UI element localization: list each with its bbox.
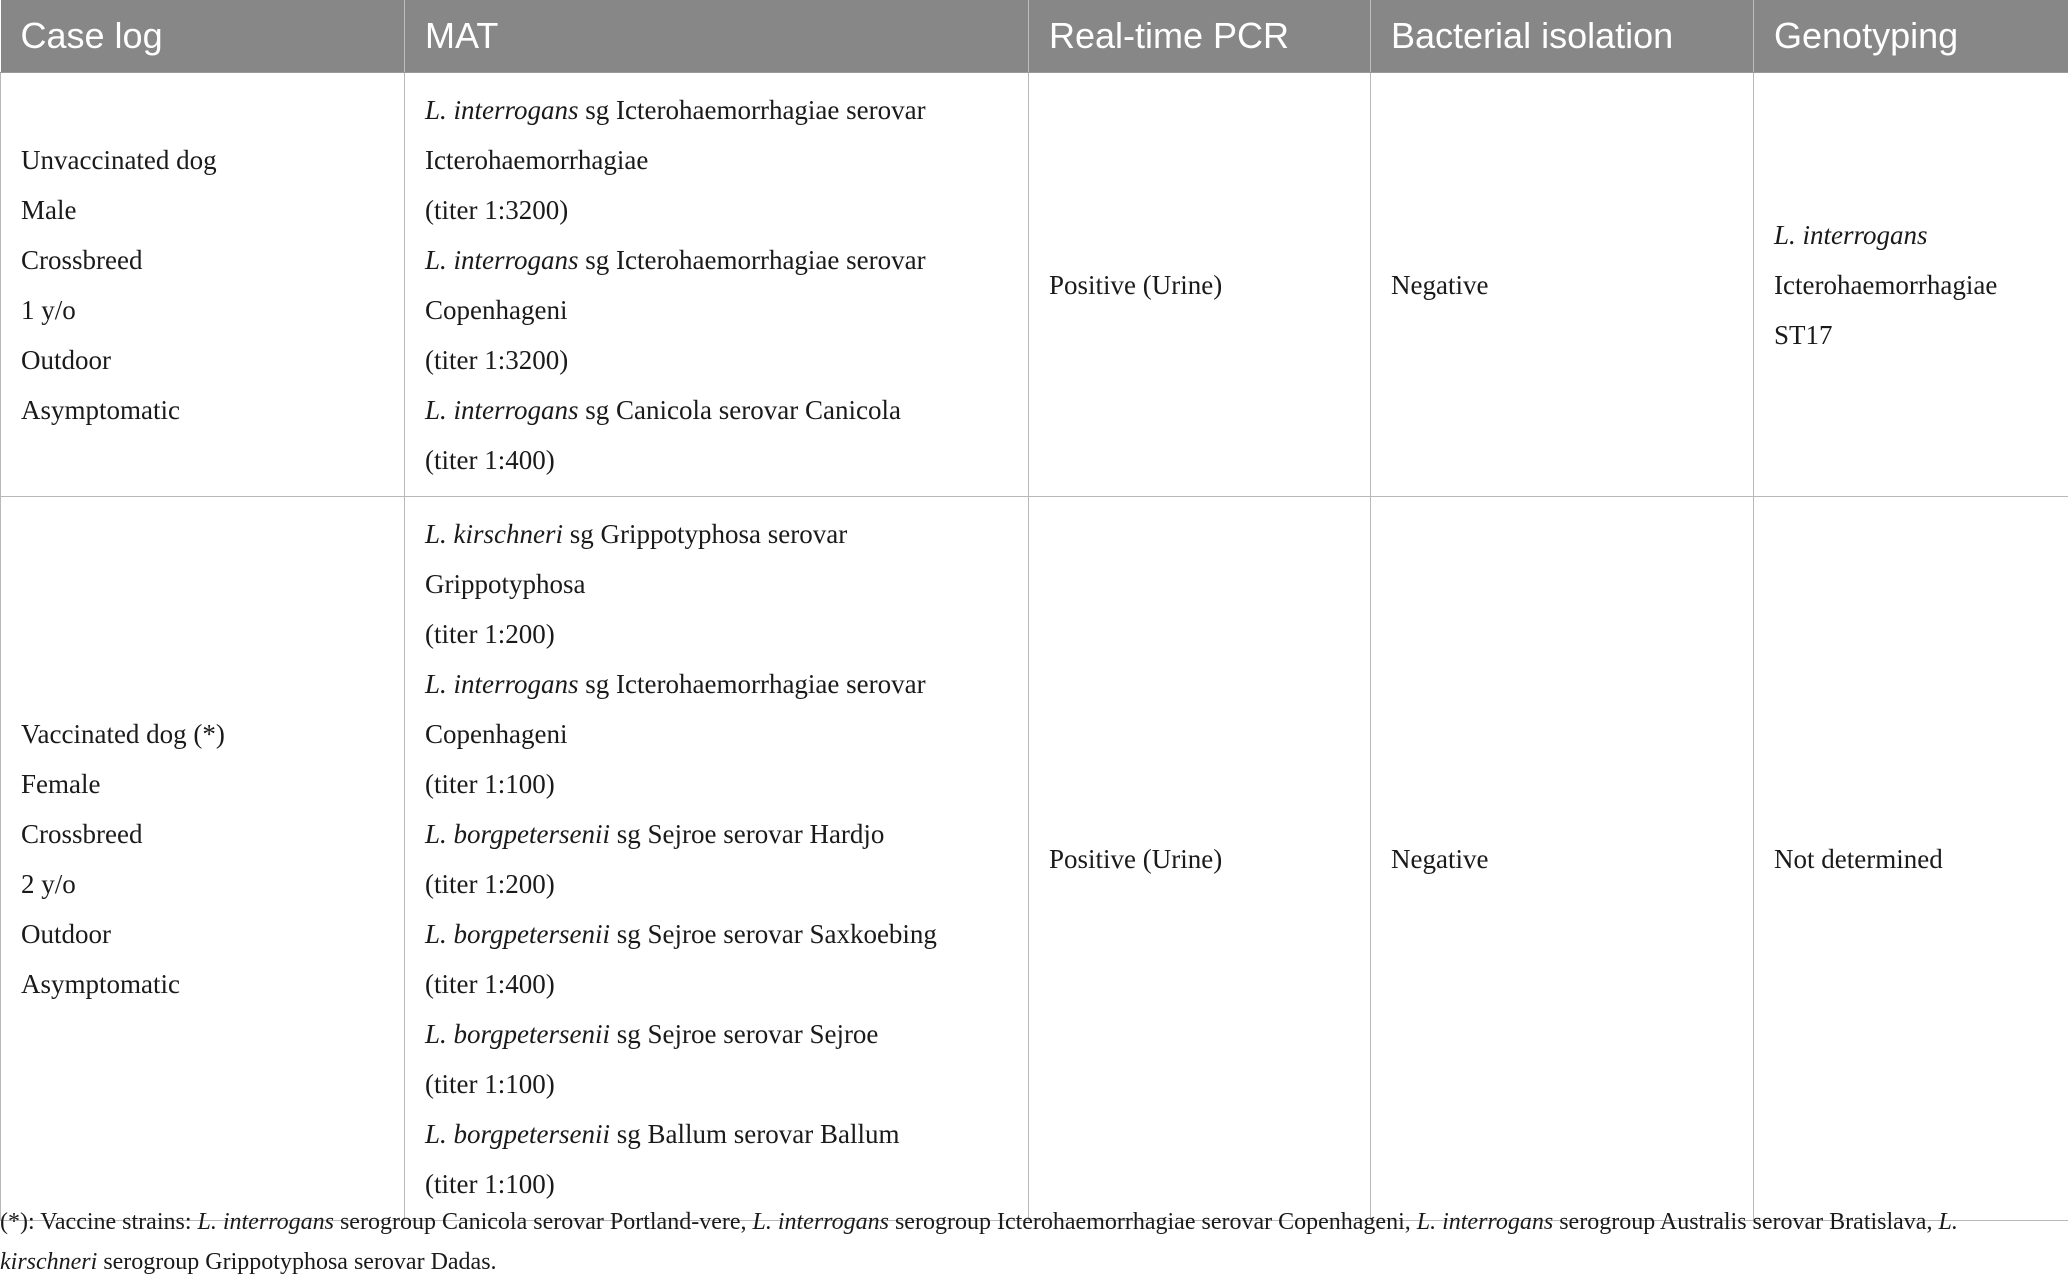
species-name: L. interrogans <box>425 94 579 125</box>
case-log-line: Female <box>21 768 101 799</box>
line-text: Not determined <box>1774 843 1943 874</box>
pcr-cell: Positive (Urine) <box>1029 497 1371 1221</box>
table-header <box>1 0 2068 73</box>
species-name: L. borgpetersenii <box>425 1018 610 1049</box>
case-log-line: Male <box>21 194 77 225</box>
header-mat: MAT <box>405 0 1029 73</box>
line-text: Grippotyphosa <box>425 568 586 599</box>
species-name: L. interrogans <box>1774 219 1928 250</box>
mat-line <box>425 809 1008 859</box>
header-real-time-pcr: Real-time PCR <box>1029 0 1371 73</box>
genotyping-line <box>1774 310 2048 360</box>
line-text: Icterohaemorrhagiae <box>1774 269 1998 300</box>
table-footnote <box>0 1202 2060 1282</box>
species-name: L. borgpetersenii <box>425 918 610 949</box>
footnote-text: serogroup Grippotyphosa serovar Dadas. <box>97 1249 497 1275</box>
mat-line <box>425 1009 1008 1059</box>
line-text: (titer 1:3200) <box>425 344 569 375</box>
line-text: (titer 1:200) <box>425 618 555 649</box>
table-row <box>1 73 2068 497</box>
case-log-line: Unvaccinated dog <box>21 144 217 175</box>
line-text: (titer 1:200) <box>425 868 555 899</box>
mat-line <box>425 509 1008 559</box>
footnote-text: (*): Vaccine strains: <box>0 1209 198 1235</box>
line-text: Copenhageni <box>425 718 568 749</box>
mat-line <box>425 959 1008 1009</box>
line-text: Copenhageni <box>425 294 568 325</box>
species-name: L. interrogans <box>752 1209 889 1235</box>
genotyping-cell <box>1754 497 2068 1221</box>
line-text: Icterohaemorrhagiae <box>425 144 649 175</box>
isolation-cell: Negative <box>1371 73 1754 497</box>
case-log-line: Outdoor <box>21 918 111 949</box>
line-text: sg Grippotyphosa serovar <box>563 518 848 549</box>
mat-line <box>425 85 1008 135</box>
header-genotyping: Genotyping <box>1754 0 2068 73</box>
line-text: (titer 1:400) <box>425 444 555 475</box>
mat-line <box>425 235 1008 285</box>
genotyping-line <box>1774 260 2048 310</box>
species-name: L. interrogans <box>425 394 579 425</box>
line-text: sg Sejroe serovar Hardjo <box>610 818 885 849</box>
line-text: sg Sejroe serovar Saxkoebing <box>610 918 937 949</box>
line-text: (titer 1:100) <box>425 1068 555 1099</box>
mat-line <box>425 335 1008 385</box>
header-case-log: Case log <box>1 0 405 73</box>
line-text: sg Sejroe serovar Sejroe <box>610 1018 879 1049</box>
species-name: L. interrogans <box>425 244 579 275</box>
mat-line <box>425 709 1008 759</box>
line-text: sg Ballum serovar Ballum <box>610 1118 900 1149</box>
line-text: sg Icterohaemorrhagiae serovar <box>578 244 926 275</box>
species-name: L. interrogans <box>1416 1209 1554 1235</box>
case-log-line: Outdoor <box>21 344 111 375</box>
footnote-text: serogroup Icterohaemorrhagiae serovar Copenhageni, <box>888 1209 1417 1235</box>
mat-line <box>425 909 1008 959</box>
case-log-line: 1 y/o <box>21 294 76 325</box>
mat-line <box>425 1109 1008 1159</box>
species-name: L. interrogans <box>425 668 579 699</box>
genotyping-line <box>1774 834 2048 884</box>
mat-cell <box>405 73 1029 497</box>
case-log-line: Vaccinated dog (*) <box>21 718 225 749</box>
mat-line <box>425 859 1008 909</box>
mat-line <box>425 1159 1008 1209</box>
case-log-line: Crossbreed <box>21 818 143 849</box>
species-name: L. kirschneri <box>0 1209 1958 1275</box>
mat-line <box>425 1059 1008 1109</box>
mat-line <box>425 285 1008 335</box>
mat-line <box>425 609 1008 659</box>
pcr-cell: Positive (Urine) <box>1029 73 1371 497</box>
mat-line <box>425 385 1008 435</box>
case-log-line: 2 y/o <box>21 868 76 899</box>
case-log-cell <box>1 73 405 497</box>
case-log-line: Crossbreed <box>21 244 143 275</box>
mat-line <box>425 185 1008 235</box>
mat-line <box>425 435 1008 485</box>
header-row <box>1 0 2068 73</box>
species-name: L. borgpetersenii <box>425 818 610 849</box>
footnote-text: serogroup Canicola serovar Portland-vere, <box>333 1209 753 1235</box>
species-name: L. interrogans <box>197 1209 334 1235</box>
line-text: (titer 1:3200) <box>425 194 569 225</box>
line-text: sg Icterohaemorrhagiae serovar <box>578 668 926 699</box>
table-row <box>1 497 2068 1221</box>
table-body <box>1 73 2068 1221</box>
case-log-cell <box>1 497 405 1221</box>
header-bacterial-isolation: Bacterial isolation <box>1371 0 1754 73</box>
line-text: sg Icterohaemorrhagiae serovar <box>578 94 926 125</box>
footnote-text: serogroup Australis serovar Bratislava, <box>1553 1209 1939 1235</box>
genotyping-cell <box>1754 73 2068 497</box>
species-name: L. kirschneri <box>425 518 563 549</box>
line-text: (titer 1:400) <box>425 968 555 999</box>
line-text: (titer 1:100) <box>425 1168 555 1199</box>
line-text: ST17 <box>1774 319 1833 350</box>
case-log-line: Asymptomatic <box>21 968 180 999</box>
line-text: (titer 1:100) <box>425 768 555 799</box>
species-name: L. borgpetersenii <box>425 1118 610 1149</box>
mat-line <box>425 135 1008 185</box>
case-log-line: Asymptomatic <box>21 394 180 425</box>
mat-line <box>425 759 1008 809</box>
mat-line <box>425 559 1008 609</box>
genotyping-line <box>1774 210 2048 260</box>
mat-line <box>425 659 1008 709</box>
isolation-cell: Negative <box>1371 497 1754 1221</box>
line-text: sg Canicola serovar Canicola <box>578 394 901 425</box>
mat-cell <box>405 497 1029 1221</box>
